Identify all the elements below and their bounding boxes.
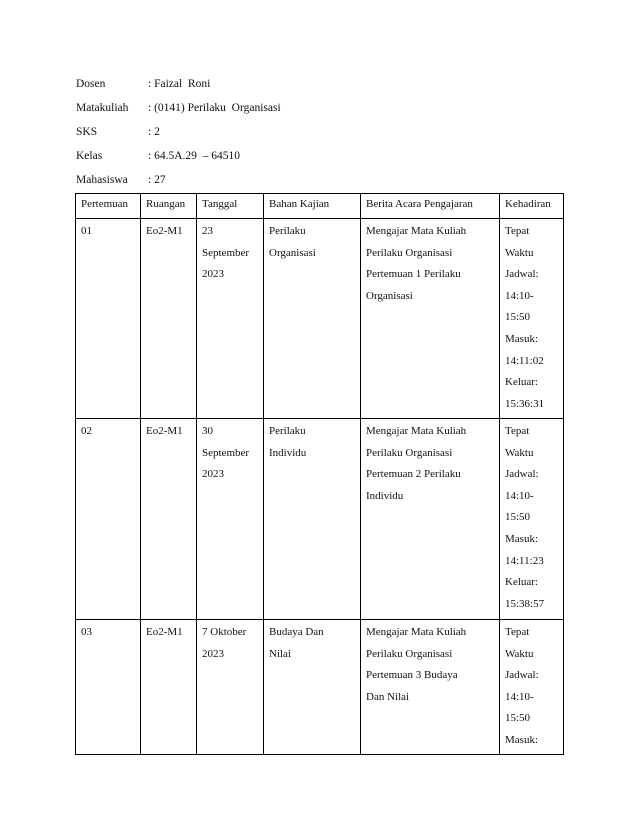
header-pertemuan: Pertemuan [76, 194, 141, 219]
cell-bahan-kajian: Budaya Dan Nilai [264, 620, 361, 755]
matakuliah-row [76, 96, 281, 120]
cell-pertemuan: 02 [76, 419, 141, 620]
mahasiswa-value: : 27 [148, 174, 166, 186]
kelas-label: Kelas [76, 150, 103, 162]
table-header-row [76, 194, 564, 219]
cell-tanggal: 23 September 2023 [197, 219, 264, 419]
table-row [76, 219, 564, 419]
cell-tanggal: 7 Oktober 2023 [197, 620, 264, 755]
table-row [76, 419, 564, 620]
cell-berita-acara: Mengajar Mata Kuliah Perilaku Organisasi Pertemuan 3 Budaya Dan Nilai [361, 620, 500, 755]
cell-tanggal: 30 September 2023 [197, 419, 264, 620]
dosen-value: : Faizal Roni [148, 78, 211, 90]
dosen-row [76, 72, 281, 96]
header-bahan-kajian: Bahan Kajian [264, 194, 361, 219]
cell-kehadiran: Tepat Waktu Jadwal: 14:10- 15:50 Masuk: [500, 620, 564, 755]
cell-bahan-kajian: Perilaku Organisasi [264, 219, 361, 419]
attendance-table [75, 193, 564, 755]
matakuliah-value: : (0141) Perilaku Organisasi [148, 102, 281, 114]
header-berita-acara: Berita Acara Pengajaran [361, 194, 500, 219]
dosen-label: Dosen [76, 78, 106, 90]
header-kehadiran: Kehadiran [500, 194, 564, 219]
header-tanggal: Tanggal [197, 194, 264, 219]
cell-ruangan: Eo2-M1 [141, 620, 197, 755]
cell-bahan-kajian: Perilaku Individu [264, 419, 361, 620]
course-info [76, 72, 281, 192]
kelas-value: : 64.5A.29 – 64510 [148, 150, 240, 162]
matakuliah-label: Matakuliah [76, 102, 129, 114]
sks-label: SKS [76, 126, 98, 138]
sks-row [76, 120, 281, 144]
sks-value: : 2 [148, 126, 160, 138]
cell-pertemuan: 01 [76, 219, 141, 419]
header-ruangan: Ruangan [141, 194, 197, 219]
cell-ruangan: Eo2-M1 [141, 219, 197, 419]
mahasiswa-row [76, 168, 281, 192]
cell-berita-acara: Mengajar Mata Kuliah Perilaku Organisasi Pertemuan 1 Perilaku Organisasi [361, 219, 500, 419]
cell-berita-acara: Mengajar Mata Kuliah Perilaku Organisasi Pertemuan 2 Perilaku Individu [361, 419, 500, 620]
table-row [76, 620, 564, 755]
cell-kehadiran: Tepat Waktu Jadwal: 14:10- 15:50 Masuk: 14:11:02 Keluar: 15:36:31 [500, 219, 564, 419]
cell-pertemuan: 03 [76, 620, 141, 755]
cell-ruangan: Eo2-M1 [141, 419, 197, 620]
mahasiswa-label: Mahasiswa [76, 174, 128, 186]
kelas-row [76, 144, 281, 168]
cell-kehadiran: Tepat Waktu Jadwal: 14:10- 15:50 Masuk: 14:11:23 Keluar: 15:38:57 [500, 419, 564, 620]
